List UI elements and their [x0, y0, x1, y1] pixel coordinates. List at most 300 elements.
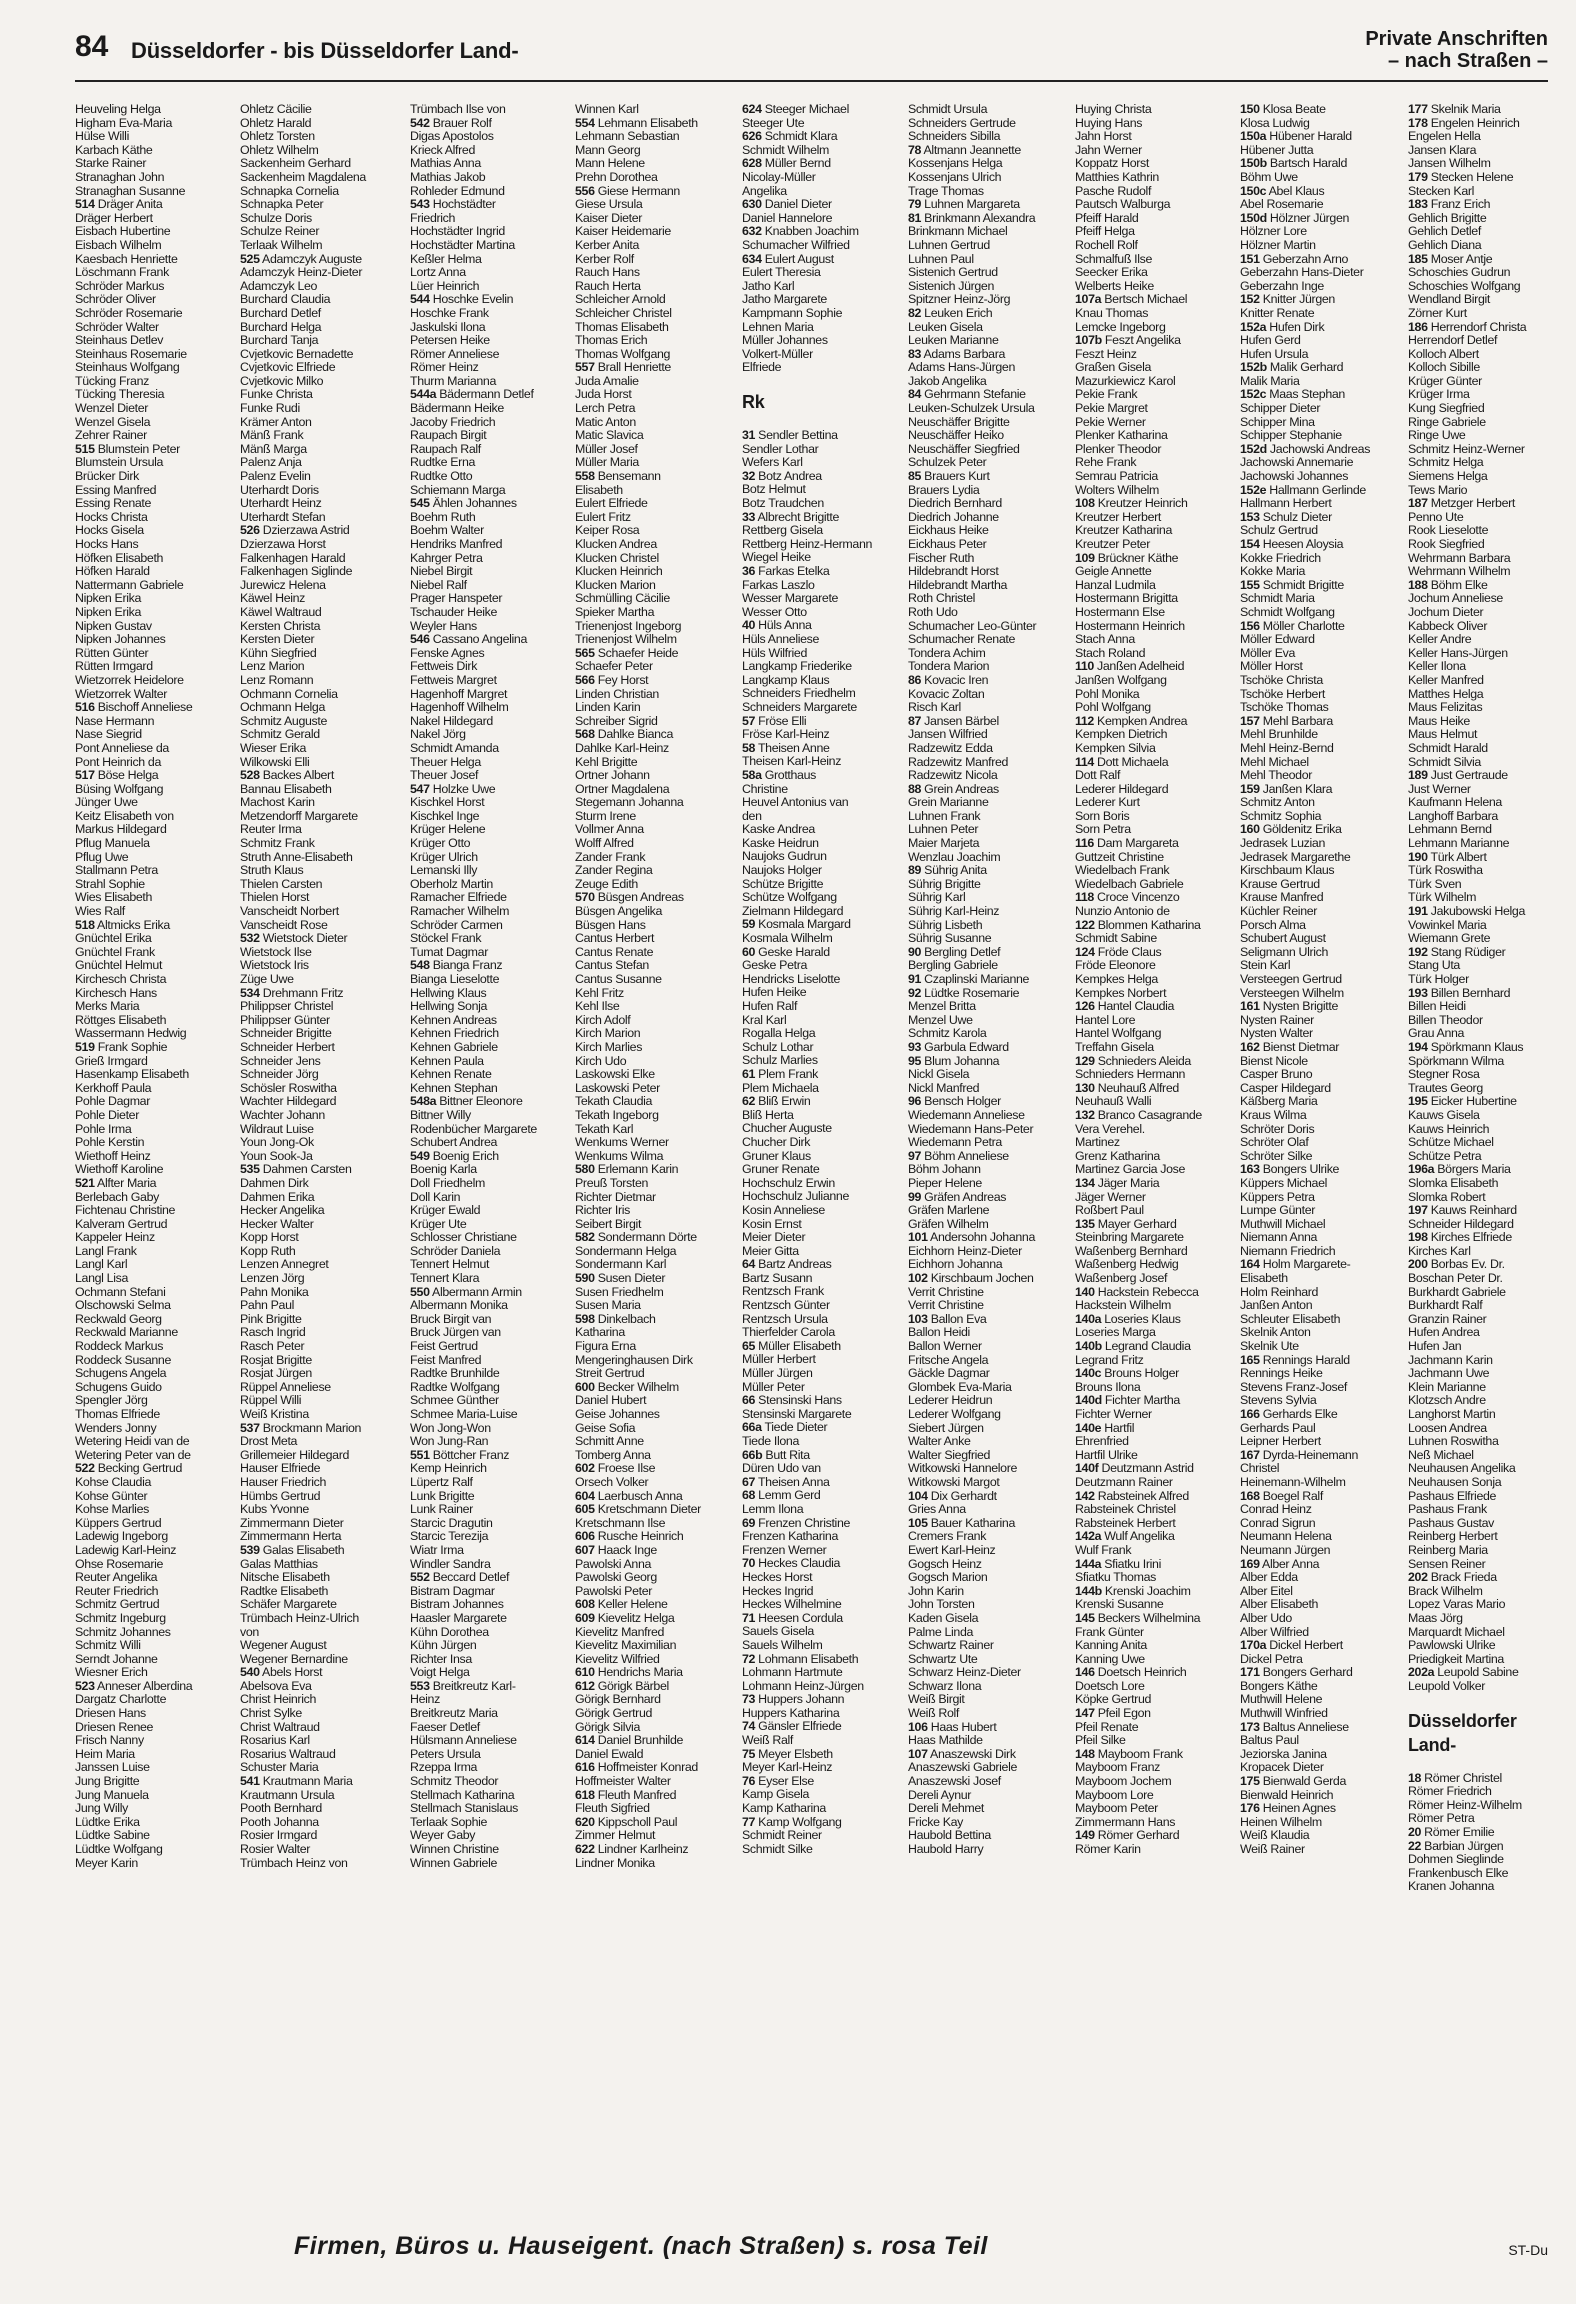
resident-entry: Richter Insa: [410, 1652, 472, 1666]
resident-entry: Kaiser Dieter: [575, 211, 643, 225]
resident-entry: Haasler Margarete: [410, 1611, 507, 1625]
resident-entry: Schmidt Harald: [1408, 741, 1488, 755]
house-number-entry: 542 Brauer Rolf: [410, 116, 492, 130]
resident-entry: Hoffmeister Walter: [575, 1775, 671, 1789]
house-number: 528: [240, 769, 260, 783]
house-number-entry: 140c Brouns Holger: [1075, 1367, 1179, 1381]
resident-entry: Lederer Kurt: [1075, 796, 1140, 810]
house-number-entry: 516 Bischoff Anneliese: [75, 701, 193, 715]
resident-entry: Mazurkiewicz Karol: [1075, 374, 1176, 388]
resident-entry: Theuer Helga: [410, 755, 481, 769]
house-number: 108: [1075, 497, 1095, 511]
resident-entry: Keitz Elisabeth von: [75, 809, 174, 823]
resident-entry: Geise Sofia: [575, 1421, 636, 1435]
resident-entry: Hasenkamp Elisabeth: [75, 1068, 189, 1082]
resident-entry: Lunk Rainer: [410, 1503, 473, 1517]
resident-entry: Schneider Jörg: [240, 1068, 319, 1082]
resident-entry: Luhnen Paul: [908, 252, 974, 266]
resident-entry: Janßen Anton: [1240, 1299, 1313, 1313]
resident-entry: Fröde Eleonore: [1075, 959, 1156, 973]
house-number: 614: [575, 1734, 595, 1748]
resident-entry: Hochstädter Ingrid: [410, 225, 505, 239]
resident-entry: Rasch Peter: [240, 1340, 305, 1354]
resident-entry: Rehe Frank: [1075, 456, 1137, 470]
resident-entry: Luhnen Peter: [908, 823, 979, 837]
resident-entry: Nickl Gisela: [908, 1068, 970, 1082]
house-number-entry: 534 Drehmann Fritz: [240, 986, 344, 1000]
resident-entry: Wiedemann Hans-Peter: [908, 1122, 1034, 1136]
resident-entry: Ballon Heidi: [908, 1326, 970, 1340]
house-number-entry: 112 Kempken Andrea: [1075, 714, 1188, 728]
house-number: 612: [575, 1679, 595, 1693]
resident-entry: Youn Sook-Ja: [240, 1149, 313, 1163]
house-number: 582: [575, 1231, 595, 1245]
resident-entry: Waßenberg Bernhard: [1075, 1244, 1188, 1258]
resident-entry: Boehm Ruth: [410, 510, 476, 524]
resident-entry: Pekie Werner: [1075, 415, 1146, 429]
resident-entry: Ochmann Helga: [240, 701, 325, 715]
resident-entry: Hendriks Manfred: [410, 538, 503, 551]
resident-entry: Kempken Silvia: [1075, 741, 1156, 755]
house-number: 142: [1075, 1489, 1095, 1503]
house-number-entry: 525 Adamczyk Auguste: [240, 252, 362, 266]
resident-entry: Hülse Willi: [75, 130, 129, 144]
resident-entry: Fleuth Sigfried: [575, 1802, 650, 1816]
resident-entry: Ehrenfried: [1075, 1435, 1129, 1449]
resident-entry: Friedrich: [410, 211, 456, 225]
resident-entry: Pashaus Frank: [1408, 1503, 1487, 1517]
resident-entry: Trautes Georg: [1408, 1081, 1483, 1095]
house-number-entry: 152d Jachowski Andreas: [1240, 442, 1371, 456]
house-number-entry: 152c Maas Stephan: [1240, 388, 1345, 402]
resident-entry: Meier Dieter: [742, 1231, 806, 1245]
resident-entry: Elfriede: [742, 361, 782, 375]
house-number-entry: 609 Kievelitz Helga: [575, 1611, 675, 1625]
house-number: 557: [575, 361, 595, 375]
resident-entry: Rauch Herta: [575, 279, 641, 293]
resident-entry: Rohleder Edmund: [410, 184, 505, 198]
house-number: 618: [575, 1788, 595, 1802]
resident-entry: Pawolski Anna: [575, 1557, 652, 1571]
resident-entry: Theisen Karl-Heinz: [742, 755, 842, 769]
resident-entry: Thurm Marianna: [410, 374, 496, 388]
resident-entry: Hantel Wolfgang: [1075, 1027, 1162, 1041]
resident-entry: Neuhausen Sonja: [1408, 1475, 1502, 1489]
house-number-entry: 549 Boenig Erich: [410, 1149, 499, 1163]
house-number-entry: 624 Steeger Michael: [742, 103, 850, 116]
house-number: 548: [410, 959, 430, 973]
resident-entry: Wenzel Dieter: [75, 402, 149, 416]
house-number-entry: 200 Borbas Ev. Dr.: [1408, 1258, 1505, 1272]
resident-entry: Schubert August: [1240, 932, 1326, 946]
house-number-entry: 556 Giese Hermann: [575, 184, 680, 198]
resident-entry: Stach Anna: [1075, 633, 1135, 647]
house-number: 622: [575, 1843, 595, 1856]
resident-entry: Witkowski Margot: [908, 1475, 1000, 1489]
resident-entry: Hostermann Brigitta: [1075, 592, 1178, 606]
resident-entry: Hauser Friedrich: [240, 1475, 326, 1489]
house-number: 526: [240, 524, 260, 538]
resident-entry: Hufen Andrea: [1408, 1326, 1480, 1340]
resident-entry: Graßen Gisela: [1075, 361, 1152, 375]
resident-entry: Dott Ralf: [1075, 769, 1121, 783]
resident-entry: Tews Mario: [1408, 483, 1468, 497]
resident-entry: Vanscheidt Norbert: [240, 905, 339, 919]
resident-entry: Krause Manfred: [1240, 891, 1324, 905]
resident-entry: Neuschäffer Heiko: [908, 429, 1004, 443]
resident-entry: Sensen Reiner: [1408, 1557, 1486, 1571]
house-number: 598: [575, 1312, 595, 1326]
resident-entry: Ballon Werner: [908, 1340, 982, 1354]
resident-entry: Neuhausen Angelika: [1408, 1462, 1516, 1476]
house-number-entry: 190 Türk Albert: [1408, 850, 1487, 864]
house-number: 134: [1075, 1176, 1095, 1190]
resident-entry: Koppatz Horst: [1075, 157, 1149, 171]
house-number: 154: [1240, 538, 1260, 551]
resident-entry: Hildebrandt Martha: [908, 578, 1008, 592]
resident-entry: Keller Ilona: [1408, 660, 1466, 674]
resident-entry: Schulze Doris: [240, 211, 312, 225]
house-number-entry: 194 Spörkmann Klaus: [1408, 1040, 1524, 1054]
house-number: 116: [1075, 837, 1094, 851]
resident-entry: Versteegen Gertrud: [1240, 973, 1342, 986]
resident-entry: Berlebach Gaby: [75, 1190, 159, 1204]
resident-entry: Muthwill Winfried: [1240, 1707, 1328, 1721]
house-number: 126: [1075, 1000, 1095, 1014]
house-number-entry: 122 Blommen Katharina: [1075, 918, 1201, 932]
resident-entry: Nipken Erika: [75, 592, 142, 606]
resident-entry: Sauels Gisela: [742, 1625, 814, 1639]
resident-entry: Wiemann Grete: [1408, 932, 1491, 946]
house-number-entry: 195 Eicker Hubertine: [1408, 1095, 1517, 1109]
resident-entry: Schmitz Frank: [240, 837, 315, 851]
house-number: 600: [575, 1380, 595, 1394]
resident-entry: Deutzmann Rainer: [1075, 1475, 1173, 1489]
resident-entry: Dzierzawa Horst: [240, 538, 326, 551]
resident-entry: Weiß Klaudia: [1240, 1829, 1310, 1843]
house-number-entry: 77 Kamp Wolfgang: [742, 1815, 842, 1829]
resident-entry: Jeziorska Janina: [1240, 1747, 1327, 1761]
resident-entry: Schütze Michael: [1408, 1136, 1494, 1150]
resident-entry: Reinberg Herbert: [1408, 1530, 1498, 1544]
resident-entry: Luhnen Roswitha: [1408, 1435, 1499, 1449]
resident-entry: Hildebrandt Horst: [908, 565, 999, 579]
resident-entry: Wiesner Erich: [75, 1666, 148, 1680]
house-number-entry: 170a Dickel Herbert: [1240, 1639, 1343, 1653]
house-number: 200: [1408, 1258, 1428, 1272]
house-number: 178: [1408, 116, 1428, 130]
house-number: 607: [575, 1543, 595, 1557]
house-number: 95: [908, 1054, 922, 1068]
resident-entry: Schipper Stephanie: [1240, 429, 1342, 443]
house-number: 71: [742, 1611, 756, 1625]
resident-entry: Görigk Silvia: [575, 1720, 640, 1734]
resident-entry: Schmitz Willi: [75, 1639, 141, 1653]
house-number: 90: [908, 945, 922, 959]
resident-entry: Tücking Theresia: [75, 388, 165, 402]
house-number: 20: [1408, 1826, 1422, 1840]
house-number-entry: 634 Eulert August: [742, 252, 834, 266]
resident-entry: Pahn Monika: [240, 1285, 309, 1299]
resident-entry: Loosen Andrea: [1408, 1421, 1487, 1435]
resident-entry: Krüger Helene: [410, 823, 486, 837]
resident-entry: Weyler Hans: [410, 619, 477, 633]
resident-entry: Schipper Dieter: [1240, 402, 1321, 416]
resident-entry: Mathias Anna: [410, 157, 481, 171]
house-number: 31: [742, 429, 756, 443]
resident-entry: Haubold Harry: [908, 1843, 984, 1856]
resident-entry: Thielen Carsten: [240, 877, 323, 891]
house-number: 605: [575, 1503, 595, 1517]
house-number-entry: 107a Bertsch Michael: [1075, 293, 1188, 307]
resident-entry: Serndt Johanne: [75, 1652, 158, 1666]
resident-entry: Ochmann Cornelia: [240, 687, 338, 701]
house-number: 82: [908, 306, 922, 320]
resident-entry: Stegemann Johanna: [575, 796, 684, 810]
resident-entry: Pohle Dagmar: [75, 1095, 151, 1109]
resident-entry: John Karin: [908, 1584, 964, 1598]
house-number-entry: 548 Bianga Franz: [410, 959, 503, 973]
resident-entry: Sorn Boris: [1075, 809, 1130, 823]
resident-entry: Steinhaus Rosemarie: [75, 347, 187, 361]
resident-entry: Winnen Gabriele: [410, 1856, 498, 1870]
resident-entry: Eisbach Hubertine: [75, 225, 171, 239]
house-number: 195: [1408, 1095, 1428, 1109]
resident-entry: Pawlowski Ulrike: [1408, 1639, 1496, 1653]
house-number: 130: [1075, 1081, 1095, 1095]
resident-entry: Brack Wilhelm: [1408, 1584, 1483, 1598]
resident-entry: Kranen Johanna: [1408, 1880, 1495, 1894]
resident-entry: Kirchesch Christa: [75, 973, 167, 986]
resident-entry: Lemcke Ingeborg: [1075, 320, 1166, 334]
resident-entry: Schugens Guido: [75, 1380, 162, 1394]
house-number-entry: 616 Hoffmeister Konrad: [575, 1761, 698, 1775]
resident-entry: Struth Klaus: [240, 864, 304, 878]
house-number: 36: [742, 565, 756, 578]
house-number-entry: 159 Janßen Klara: [1240, 782, 1333, 796]
house-number: 75: [742, 1747, 756, 1761]
house-number-entry: 57 Fröse Elli: [742, 714, 807, 728]
resident-entry: Wegener August: [240, 1639, 327, 1653]
resident-entry: Krüger Otto: [410, 837, 471, 851]
house-number-entry: 65 Müller Elisabeth: [742, 1339, 841, 1353]
resident-entry: Langl Lisa: [75, 1272, 128, 1286]
resident-entry: Pashaus Gustav: [1408, 1516, 1495, 1530]
resident-entry: Stang Uta: [1408, 959, 1460, 973]
resident-entry: Jedrasek Luzian: [1240, 837, 1325, 851]
house-number: 146: [1075, 1666, 1095, 1680]
resident-entry: Glombek Eva-Maria: [908, 1380, 1012, 1394]
house-number: 110: [1075, 660, 1094, 674]
resident-entry: Geske Petra: [742, 959, 808, 973]
resident-entry: Wiedemann Anneliese: [908, 1108, 1025, 1122]
house-number: 118: [1075, 891, 1094, 905]
resident-entry: Rosarius Karl: [240, 1734, 310, 1748]
house-number-entry: 20 Römer Emilie: [1408, 1826, 1495, 1840]
house-number: 122: [1075, 918, 1095, 932]
house-number-entry: 167 Dyrda-Heinemann: [1240, 1448, 1359, 1462]
house-number-entry: 632 Knabben Joachim: [742, 225, 859, 239]
house-number: 22: [1408, 1839, 1422, 1853]
house-number: 104: [908, 1489, 928, 1503]
house-number-entry: 191 Jakubowski Helga: [1408, 905, 1525, 919]
house-number-entry: 543 Hochstädter: [410, 198, 496, 212]
house-number-entry: 62 Bliß Erwin: [742, 1095, 811, 1109]
resident-entry: Dräger Herbert: [75, 211, 153, 225]
resident-entry: Linden Karin: [575, 701, 641, 715]
resident-entry: Tekath Claudia: [575, 1095, 653, 1109]
resident-entry: Küppers Petra: [1240, 1190, 1315, 1204]
resident-entry: Chucher Auguste: [742, 1122, 832, 1136]
resident-entry: Nase Siegrid: [75, 728, 142, 742]
resident-entry: Brauers Lydia: [908, 483, 980, 497]
resident-entry: Holm Reinhard: [1240, 1285, 1319, 1299]
house-number-entry: 114 Dott Michaela: [1075, 755, 1169, 769]
house-number-entry: 580 Erlemann Karin: [575, 1163, 679, 1177]
resident-entry: Christine: [742, 782, 788, 796]
resident-entry: Kaiser Heidemarie: [575, 225, 671, 239]
resident-entry: Stallmann Petra: [75, 864, 158, 878]
footer-code: ST-Du: [1508, 2242, 1548, 2258]
house-number-entry: 110 Janßen Adelheid: [1075, 660, 1185, 674]
house-number-entry: 628 Müller Bernd: [742, 157, 831, 171]
house-number-entry: 140d Fichter Martha: [1075, 1394, 1180, 1408]
resident-entry: Dahmen Erika: [240, 1190, 315, 1204]
house-number-entry: 537 Brockmann Marion: [240, 1421, 362, 1435]
resident-entry: Pahn Paul: [240, 1299, 295, 1313]
resident-entry: Neuschäffer Siegfried: [908, 442, 1020, 456]
resident-entry: Dahlke Karl-Heinz: [575, 741, 669, 755]
house-number-entry: 78 Altmann Jeannette: [908, 143, 1021, 157]
house-number: 568: [575, 728, 595, 742]
resident-entry: Kehl Fritz: [575, 986, 624, 1000]
house-number: 147: [1075, 1707, 1095, 1721]
resident-entry: Hauser Elfriede: [240, 1462, 321, 1476]
house-number-entry: 164 Holm Margarete-: [1240, 1258, 1351, 1272]
resident-entry: Farkas Laszlo: [742, 578, 815, 592]
resident-entry: Eulert Fritz: [575, 510, 631, 524]
resident-entry: Mänß Frank: [240, 429, 304, 443]
house-number: 40: [742, 619, 756, 633]
resident-entry: Sührig Susanne: [908, 932, 992, 946]
resident-entry: Wiethoff Karoline: [75, 1163, 164, 1177]
house-number: 72: [742, 1652, 756, 1666]
resident-entry: Keßler Helma: [410, 252, 482, 266]
resident-entry: Conrad Heinz: [1240, 1503, 1312, 1517]
resident-entry: Schütze Wolfgang: [742, 891, 837, 905]
resident-entry: Mengeringhausen Dirk: [575, 1353, 693, 1367]
house-number-entry: 152e Hallmann Gerlinde: [1240, 483, 1366, 497]
house-number: 32: [742, 469, 756, 483]
house-number-entry: 552 Beccard Detlef: [410, 1571, 510, 1585]
resident-entry: Tomberg Anna: [575, 1448, 651, 1462]
house-number: 552: [410, 1571, 430, 1585]
resident-entry: Jansen Klara: [1408, 143, 1477, 157]
resident-entry: Müller Johannes: [742, 334, 828, 348]
resident-entry: Rütten Günter: [75, 646, 149, 660]
resident-entry: Wehrmann Wilhelm: [1408, 565, 1511, 579]
directory-column-8: [1240, 103, 1402, 2188]
house-number: 540: [240, 1666, 260, 1680]
resident-entry: Pohle Irma: [75, 1122, 132, 1136]
house-number: 193: [1408, 986, 1428, 1000]
resident-entry: Jurewicz Helena: [240, 578, 326, 592]
resident-entry: Pohle Dieter: [75, 1108, 139, 1122]
house-number-entry: 81 Brinkmann Alexandra: [908, 211, 1036, 225]
resident-entry: Chucher Dirk: [742, 1135, 811, 1149]
resident-entry: Guttzeit Christine: [1075, 850, 1164, 864]
house-number: 553: [410, 1679, 430, 1693]
resident-entry: Wolters Wilhelm: [1075, 483, 1160, 497]
house-number-entry: 82 Leuken Erich: [908, 306, 993, 320]
resident-entry: Voigt Helga: [410, 1666, 470, 1680]
resident-entry: Krämer Anton: [240, 415, 312, 429]
house-number: 81: [908, 211, 922, 225]
resident-entry: Huying Christa: [1075, 103, 1152, 116]
resident-entry: Tschöke Thomas: [1240, 701, 1329, 715]
resident-entry: Kirches Karl: [1408, 1244, 1471, 1258]
resident-entry: Laskowski Elke: [575, 1068, 655, 1082]
resident-entry: Frankenbusch Elke: [1408, 1866, 1509, 1880]
house-number: 78: [908, 143, 922, 157]
resident-entry: Siemens Helga: [1408, 470, 1488, 484]
resident-entry: Jaskulski Ilona: [410, 320, 486, 334]
resident-entry: Rosjat Brigitte: [240, 1353, 312, 1367]
resident-entry: Zimmermann Hans: [1075, 1815, 1176, 1829]
resident-entry: Jedrasek Margarethe: [1240, 850, 1351, 864]
resident-entry: Sührig Karl-Heinz: [908, 905, 1000, 919]
house-number-entry: 31 Sendler Bettina: [742, 429, 838, 443]
resident-entry: Driesen Hans: [75, 1707, 146, 1721]
resident-entry: Schoschies Gudrun: [1408, 266, 1511, 280]
resident-entry: Tekath Ingeborg: [575, 1108, 659, 1122]
resident-entry: Stellmach Stanislaus: [410, 1802, 519, 1816]
resident-entry: Adams Hans-Jürgen: [908, 361, 1015, 375]
house-number: 107: [908, 1747, 928, 1761]
resident-entry: Schneider Jens: [240, 1054, 321, 1068]
resident-entry: Büsgen Angelika: [575, 905, 663, 919]
house-number: 70: [742, 1557, 756, 1571]
resident-entry: Böhm Uwe: [1240, 170, 1298, 184]
resident-entry: Schleicher Christel: [575, 306, 672, 320]
house-number-entry: 91 Czaplinski Marianne: [908, 973, 1030, 986]
house-number: 18: [1408, 1771, 1422, 1785]
house-number: 558: [575, 470, 595, 484]
resident-entry: Ohse Rosemarie: [75, 1557, 164, 1571]
resident-entry: Pflug Manuela: [75, 837, 150, 851]
house-number: 144a: [1075, 1557, 1102, 1571]
resident-entry: Boenig Karla: [410, 1163, 477, 1177]
section-title: [1365, 28, 1548, 72]
resident-entry: Bannau Elisabeth: [240, 782, 332, 796]
house-number: 66b: [742, 1448, 763, 1462]
house-number: 129: [1075, 1054, 1095, 1068]
resident-entry: Wetering Peter van de: [75, 1448, 191, 1462]
resident-entry: Hufen Gerd: [1240, 334, 1301, 348]
house-number-entry: 153 Schulz Dieter: [1240, 510, 1332, 524]
resident-entry: Krenski Susanne: [1075, 1598, 1164, 1612]
house-number: 606: [575, 1530, 595, 1544]
resident-entry: Markus Hildegard: [75, 823, 167, 837]
resident-entry: Botz Helmut: [742, 483, 806, 497]
resident-entry: Langl Karl: [75, 1258, 128, 1272]
resident-entry: Schmitz Gerald: [240, 728, 320, 742]
house-number: 521: [75, 1176, 95, 1190]
resident-entry: Grenz Katharina: [1075, 1149, 1160, 1163]
resident-entry: Burkhardt Ralf: [1408, 1299, 1483, 1313]
resident-entry: Feszt Heinz: [1075, 347, 1137, 361]
resident-entry: Welberts Heike: [1075, 279, 1154, 293]
